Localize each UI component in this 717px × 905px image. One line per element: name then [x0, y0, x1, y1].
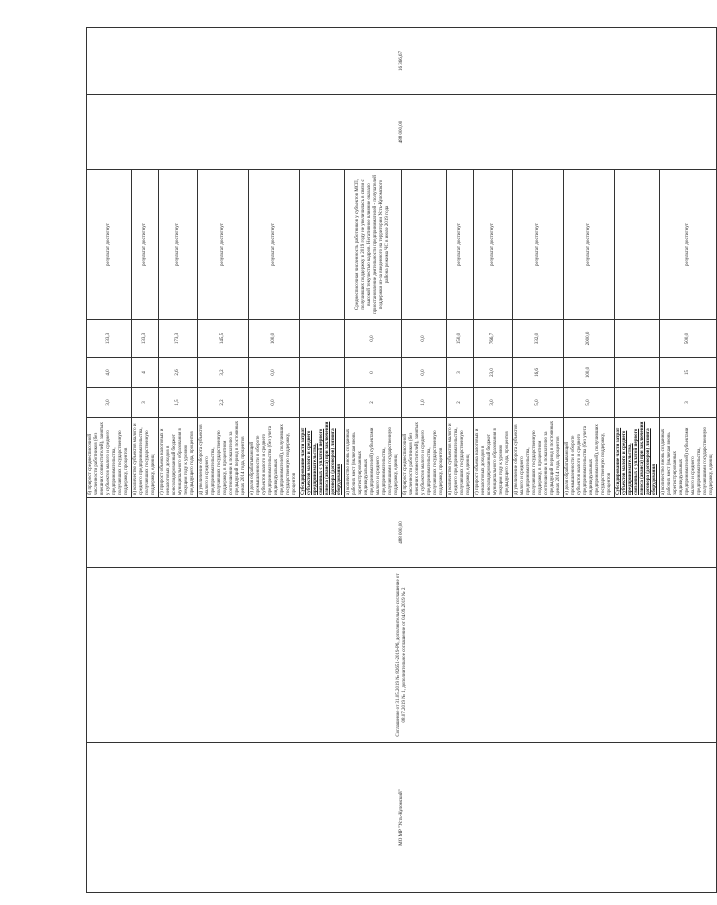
indicator-cell: е) доля обрабатывающей промышленности в обороте субъектов малого и среднего предпринимательства (без учета индивидуальных предпринимателей), получивших государственную поддержку, процентов: [564, 418, 615, 498]
result-note-cell: результат достигнут: [513, 170, 564, 320]
result-note-cell: результат достигнут: [198, 170, 249, 320]
fact-value-cell: [300, 358, 345, 388]
plan-value-cell: [615, 388, 660, 418]
plan-value-cell: 3: [132, 388, 159, 418]
table-row: [87, 28, 132, 893]
indicator-cell: в) количество субъектов малого и среднего предпринимательства, получивших государственную поддержку, единиц: [447, 418, 474, 498]
pct-value-cell: 133,3: [132, 320, 159, 358]
plan-value-cell: 2: [447, 388, 474, 418]
plan-value-cell: 1,5: [159, 388, 198, 418]
plan-value-cell: 3: [660, 388, 717, 418]
fact-value-cell: 15: [660, 358, 717, 388]
plan-value-cell: 3,0: [474, 388, 513, 418]
plan-value-cell: 5,0: [513, 388, 564, 418]
fact-value-cell: 3: [447, 358, 474, 388]
fact-value-cell: 3,2: [198, 358, 249, 388]
indicator-cell: в) количество субъектов малого и среднего предпринимательства, получивших государственную поддержку, единиц: [132, 418, 159, 498]
indicator-cell: б) прирост среднесписочной численности работников (без внешних совместителей), занятых у субъектов малого и среднего предпринимательства, получивших государственную поддержку, процентов: [87, 418, 132, 498]
pct-value-cell: 173,3: [159, 320, 198, 358]
pct-value-cell: 100,0: [249, 320, 300, 358]
result-note-cell: [615, 170, 660, 320]
result-note-cell: результат достигнут: [159, 170, 198, 320]
result-note-cell: [300, 170, 345, 320]
fact-value-cell: 100,0: [564, 358, 615, 388]
row-amount-cell: 488 000,00: [87, 95, 717, 170]
pct-value-cell: 0,0: [345, 320, 402, 358]
result-note-cell: результат достигнут: [564, 170, 615, 320]
fact-value-cell: 23,0: [474, 358, 513, 388]
table-body: [87, 28, 717, 893]
indicator-cell: б) прирост среднесписочной численности работников (без внешних совместителей), занятых у субъектов малого и среднего предпринимательства, получивших государственную поддержку, процентов: [402, 418, 447, 498]
indicator-cell: Субсидирование части затрат субъектов малого и среднего предпринимательства, связанных с уплатой первого взноса (аванса) при заключении договора (договоров) лизинга оборудования: [615, 418, 660, 498]
pct-value-cell: 500,0: [660, 320, 717, 358]
amount-cell: 488 000,00: [87, 498, 717, 568]
indicator-cell: а) количество вновь созданных рабочих мест (включая вновь зарегистрированных индивидуальных предпринимателей) субъектами малого и среднего предпринимательства, получившими государственную поддержку, единиц: [660, 418, 717, 498]
plan-value-cell: 2: [345, 388, 402, 418]
organization-cell: МО МР "Усть-Куломский": [87, 743, 717, 893]
pct-value-cell: 0,0: [402, 320, 447, 358]
indicator-cell: а) количество вновь созданных рабочих мест (включая вновь зарегистрированных индивидуальных предпринимателей) субъектами малого и среднего предпринимательства, получившими государственную поддержку, единиц: [345, 418, 402, 498]
result-note-cell: результат достигнут: [132, 170, 159, 320]
result-note-cell: результат достигнут: [660, 170, 717, 320]
indicator-cell: е) доля обрабатывающей промышленности в обороте субъектов малого и среднего предпринимательства (без учета индивидуальных предпринимателей), получивших государственную поддержку, процентов: [249, 418, 300, 498]
pct-value-cell: 2000,0: [564, 320, 615, 358]
rotated-table-wrapper: [86, 28, 714, 893]
pct-value-cell: [300, 320, 345, 358]
result-note-cell: Среднесписочная численность работников у субъектов МСП, получивших поддержку в 2019 году не увеличилась в связи с высокой текучестью кадров. Негативное влияние оказало приостановление деятельности предпринимателей - получателей поддержки из-за введенного на территории Усть-Куломского района режима ЧС в июле 2019 года: [345, 170, 402, 320]
result-note-cell: результат достигнут: [249, 170, 300, 320]
fact-value-cell: 16,6: [513, 358, 564, 388]
fact-value-cell: 2,6: [159, 358, 198, 388]
plan-value-cell: 2,2: [198, 388, 249, 418]
fact-value-cell: 4: [132, 358, 159, 388]
result-note-cell: результат достигнут: [87, 170, 132, 320]
indicator-cell: Субсидирование части затрат субъектов малого и среднего предпринимательства, связанных с уплатой первого взноса (аванса) при заключении договора (договоров) лизинга оборудования: [300, 418, 345, 498]
plan-value-cell: 5,0: [564, 388, 615, 418]
indicator-cell: д) увеличение оборота субъектов малого и среднего предпринимательства, получивших государственную поддержку, в процентном соотношении к показателю за предыдущий период в постоянных ценах 2014 года, процентов: [198, 418, 249, 498]
pct-value-cell: 145,5: [198, 320, 249, 358]
result-note-cell: результат достигнут: [447, 170, 474, 320]
fact-value-cell: 0: [345, 358, 402, 388]
fact-value-cell: 4,0: [87, 358, 132, 388]
plan-value-cell: 0,0: [249, 388, 300, 418]
pct-value-cell: 133,3: [87, 320, 132, 358]
total-cell: 16 366,67: [87, 28, 717, 95]
indicator-cell: д) увеличение оборота субъектов малого и среднего предпринимательства, получивших государственную поддержку, в процентном соотношении к показателю за предыдущий период в постоянных ценах 2014 года, процентов: [513, 418, 564, 498]
agreement-cell: Соглашение от 31.05.2019 № 82651-2019-Р6, дополнительное соглашение от 08.07.2019 № 1, дополнительное соглашение от 04.09.2019 № 2: [87, 568, 717, 743]
plan-value-cell: 3,0: [87, 388, 132, 418]
indicator-cell: г) прирост объема налоговых и неналоговых доходов в консолидированный бюджет муниципального образования в текущем году к уровню предыдущего года, процентов: [474, 418, 513, 498]
result-note-cell: результат достигнут: [474, 170, 513, 320]
pct-value-cell: 766,7: [474, 320, 513, 358]
pct-value-cell: [615, 320, 660, 358]
report-table: [86, 27, 717, 893]
result-note-cell: [402, 170, 447, 320]
fact-value-cell: 0,0: [249, 358, 300, 388]
fact-value-cell: 0,0: [402, 358, 447, 388]
pct-value-cell: 332,0: [513, 320, 564, 358]
pct-value-cell: 150,0: [447, 320, 474, 358]
indicator-cell: г) прирост объема налоговых и неналоговых доходов в консолидированный бюджет муниципального образования в текущем году к уровню предыдущего года, процентов: [159, 418, 198, 498]
plan-value-cell: [300, 388, 345, 418]
plan-value-cell: 1,0: [402, 388, 447, 418]
fact-value-cell: [615, 358, 660, 388]
